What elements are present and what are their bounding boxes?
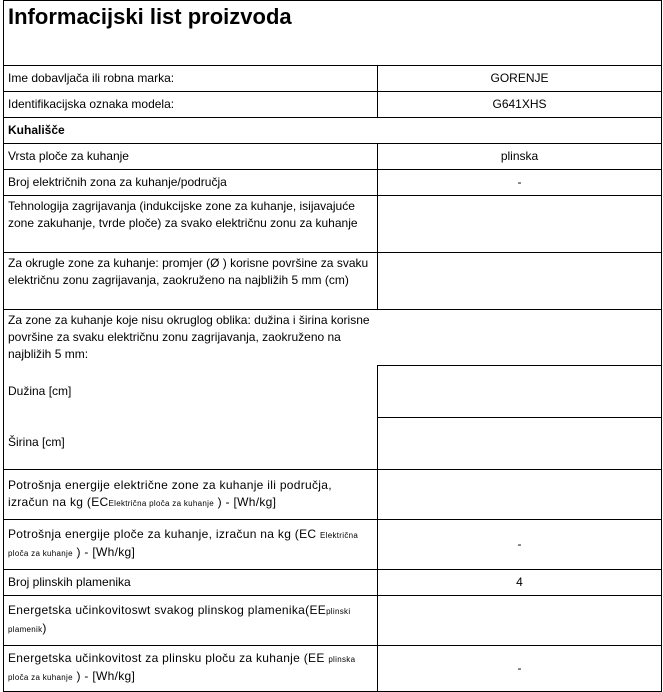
ee-burner-value bbox=[378, 595, 662, 645]
width-value bbox=[378, 417, 662, 469]
table-row bbox=[4, 92, 662, 118]
width-label: Širina [cm] bbox=[4, 417, 378, 469]
product-info-table bbox=[3, 0, 662, 692]
table-row bbox=[4, 569, 662, 595]
table-row bbox=[4, 469, 662, 519]
ec-hob-value: - bbox=[378, 519, 662, 569]
length-value bbox=[378, 365, 662, 417]
ee-burner-label bbox=[4, 595, 378, 645]
burners-value: 4 bbox=[378, 569, 662, 595]
table-row bbox=[4, 66, 662, 92]
title-cell bbox=[4, 1, 662, 66]
supplier-value: GORENJE bbox=[378, 66, 662, 92]
ee-hob-value: - bbox=[378, 645, 662, 691]
ee-burner-label-end: ) bbox=[42, 621, 47, 635]
ec-zone-label-end: ) - [Wh/kg] bbox=[217, 494, 277, 509]
table-row bbox=[4, 645, 662, 691]
heating-tech-value bbox=[378, 196, 662, 253]
table-row bbox=[4, 196, 662, 253]
table-row bbox=[4, 365, 662, 417]
ec-hob-label-main: Potrošnja energije ploče za kuhanje, izračun na kg (EC bbox=[8, 527, 317, 541]
length-label: Dužina [cm] bbox=[4, 365, 378, 417]
table-row bbox=[4, 118, 662, 144]
heating-tech-label: Tehnologija zagrijavanja (indukcijske zone za kuhanje, isijavajuće zone zakuhanje, tvrde ploče) za svako električnu zonu za kuhanje bbox=[4, 196, 378, 253]
ec-zone-label-main: Potrošnja energije električne zone za kuhanje ili područja, izračun na kg (EC bbox=[8, 477, 332, 509]
table-row bbox=[4, 417, 662, 469]
ee-hob-label-end: ) - [Wh/kg] bbox=[76, 669, 136, 683]
ee-burner-label-main: Energetska učinkovitoswt svakog plinskog plamenika(EE bbox=[8, 603, 327, 617]
table-row bbox=[4, 595, 662, 645]
table-row bbox=[4, 170, 662, 196]
ec-hob-label-end: ) - [Wh/kg] bbox=[76, 545, 136, 559]
ec-hob-label bbox=[4, 519, 378, 569]
page-title: Informacijski list proizvoda bbox=[8, 4, 292, 29]
supplier-label: Ime dobavljača ili robna marka: bbox=[4, 66, 378, 92]
table-row bbox=[4, 519, 662, 569]
zones-label: Broj električnih zona za kuhanje/područja bbox=[4, 170, 378, 196]
ec-hob-label-sub: Električna ploča za kuhanje bbox=[8, 531, 359, 558]
burners-label: Broj plinskih plamenika bbox=[4, 569, 378, 595]
section-heading: Kuhališče bbox=[4, 118, 662, 144]
ee-hob-label bbox=[4, 645, 378, 691]
ee-hob-label-main: Energetska učinkovitost za plinsku ploču za kuhanje (EE bbox=[8, 651, 325, 665]
model-value: G641XHS bbox=[378, 92, 662, 118]
hob-type-value: plinska bbox=[378, 144, 662, 170]
ec-zone-label bbox=[4, 469, 378, 519]
ee-burner-label-sub: plinski plamenik bbox=[8, 607, 351, 634]
round-zones-value bbox=[378, 253, 662, 310]
non-round-value bbox=[378, 310, 662, 366]
ec-zone-value bbox=[378, 469, 662, 519]
non-round-label: Za zone za kuhanje koje nisu okruglog oblika: dužina i širina korisne površine za svaku električnu zonu zagrijavanja, zaokruženo na najbližih 5 mm: bbox=[4, 310, 378, 366]
hob-type-label: Vrsta ploče za kuhanje bbox=[4, 144, 378, 170]
ee-hob-label-sub: plinska ploča za kuhanje bbox=[8, 655, 356, 682]
table-row bbox=[4, 310, 662, 366]
zones-value: - bbox=[378, 170, 662, 196]
ec-zone-label-sub: Električna ploča za kuhanje bbox=[108, 498, 214, 508]
round-zones-label: Za okrugle zone za kuhanje: promjer (Ø ) korisne površine za svaku električnu zonu zagrijavanja, zaokruženo na najbližih 5 mm (cm) bbox=[4, 253, 378, 310]
table-row bbox=[4, 144, 662, 170]
table-row bbox=[4, 253, 662, 310]
model-label: Identifikacijska oznaka modela: bbox=[4, 92, 378, 118]
